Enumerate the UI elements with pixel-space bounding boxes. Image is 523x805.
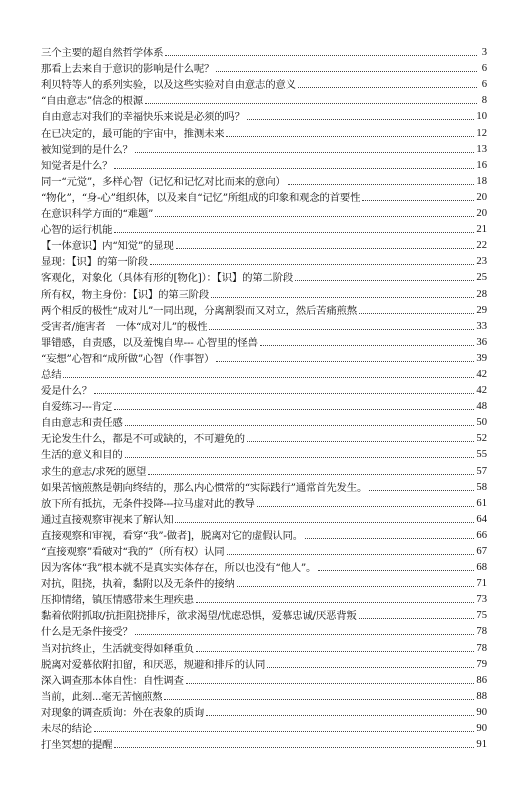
toc-dot-leader xyxy=(114,232,474,233)
toc-dot-leader xyxy=(176,248,475,249)
toc-entry[interactable] xyxy=(41,413,487,429)
toc-entry-title: 无论发生什么，都是不可或缺的，不可避免的 xyxy=(41,433,245,446)
toc-entry-title: 放下所有抵抗，无条件投降---拉马虚对此的教导 xyxy=(41,497,255,510)
toc-entry-title: 直接观察和审视，看穿“我”-做者]，脱离对它的虚假认同。 xyxy=(41,529,303,542)
toc-entry-page-number: 22 xyxy=(476,240,487,252)
toc-entry-page-number: 33 xyxy=(476,320,487,332)
toc-entry[interactable] xyxy=(41,606,487,622)
toc-dot-leader xyxy=(150,264,475,265)
toc-entry-page-number: 20 xyxy=(476,208,487,220)
toc-dot-leader xyxy=(226,136,474,137)
toc-entry-title: 压抑情绪，镇压情感带来生理疾患 xyxy=(41,594,194,607)
toc-entry-title: 在已决定的，最可能的宇宙中，推测未来 xyxy=(41,127,225,140)
toc-entry-page-number: 16 xyxy=(476,159,487,171)
toc-entry-title: 显现：【识】的第一阶段 xyxy=(41,256,148,269)
toc-entry[interactable] xyxy=(41,558,487,574)
toc-entry-page-number: 61 xyxy=(476,497,487,509)
toc-entry-title: 总结 xyxy=(41,368,62,381)
toc-dot-leader xyxy=(164,699,474,700)
toc-entry-page-number: 3 xyxy=(481,47,487,59)
toc-entry[interactable] xyxy=(41,268,487,284)
toc-entry-page-number: 66 xyxy=(476,529,487,541)
toc-entry[interactable] xyxy=(41,526,487,542)
toc-entry[interactable] xyxy=(41,349,487,365)
toc-dot-leader xyxy=(227,554,475,555)
toc-entry-page-number: 13 xyxy=(476,143,487,155)
toc-entry[interactable] xyxy=(41,671,487,687)
toc-dot-leader xyxy=(94,731,474,732)
toc-dot-leader xyxy=(247,119,475,120)
toc-dot-leader xyxy=(63,377,474,378)
toc-entry-title: 通过直接观察审视来了解认知 xyxy=(41,513,174,526)
toc-entry-title: 爱是什么？ xyxy=(41,385,92,398)
toc-entry-title: 黏着依附抓取/抗拒阻挠排斥，欲求渴望/忧虑恐惧，爱慕忠诚/厌恶背叛 xyxy=(41,610,357,623)
toc-entry-page-number: 64 xyxy=(476,513,487,525)
toc-dot-leader xyxy=(216,71,477,72)
toc-entry-page-number: 10 xyxy=(476,111,487,123)
toc-entry-page-number: 88 xyxy=(476,690,487,702)
toc-entry-title: 被知觉到的是什么？ xyxy=(41,143,133,156)
toc-entry-title: 因为客体“我”根本就不是真实实体存在，所以也没有“他人”。 xyxy=(41,562,317,575)
toc-dot-leader xyxy=(359,618,475,619)
toc-dot-leader xyxy=(114,168,474,169)
toc-entry[interactable] xyxy=(41,622,487,638)
toc-entry-page-number: 21 xyxy=(476,224,487,236)
toc-entry-page-number: 12 xyxy=(476,127,487,139)
toc-dot-leader xyxy=(125,425,475,426)
toc-entry[interactable] xyxy=(41,381,487,397)
toc-entry-page-number: 6 xyxy=(481,79,487,91)
toc-entry-page-number: 25 xyxy=(476,272,487,284)
toc-dot-leader xyxy=(135,152,475,153)
toc-entry-title: 当对抗终止，生活就变得如释重负 xyxy=(41,642,194,655)
toc-dot-leader xyxy=(305,538,474,539)
toc-entry-page-number: 42 xyxy=(476,368,487,380)
toc-entry-page-number: 52 xyxy=(476,433,487,445)
toc-entry[interactable] xyxy=(41,123,487,139)
toc-entry[interactable] xyxy=(41,91,487,107)
toc-entry-title: 心智的运行机能 xyxy=(41,224,113,237)
toc-entry[interactable] xyxy=(41,655,487,671)
toc-dot-leader xyxy=(196,651,475,652)
toc-entry-page-number: 18 xyxy=(476,175,487,187)
toc-entry-page-number: 23 xyxy=(476,256,487,268)
toc-entry-title: 客观化，对象化（具体有形的[物化]）：【识】的第二阶段 xyxy=(41,272,294,285)
toc-entry-title: 脱离对爱慕依附扣留，和厌恶，规避和排斥的认同 xyxy=(41,658,266,671)
toc-entry-page-number: 48 xyxy=(476,401,487,413)
toc-entry-page-number: 6 xyxy=(481,63,487,75)
toc-dot-leader xyxy=(148,474,474,475)
toc-entry-title: 对抗，阻挠，执着，黏附以及无条件的接纳 xyxy=(41,578,235,591)
toc-entry[interactable] xyxy=(41,140,487,156)
toc-entry[interactable] xyxy=(41,429,487,445)
toc-dot-leader xyxy=(196,602,475,603)
toc-entry-page-number: 91 xyxy=(476,739,487,751)
toc-entry-title: 三个主要的超自然哲学体系 xyxy=(41,47,164,60)
toc-entry[interactable] xyxy=(41,397,487,413)
toc-entry-title: 罪错感，自责感，以及羞愧自卑--- 心智里的怪兽 xyxy=(41,336,258,349)
toc-entry-page-number: 39 xyxy=(476,352,487,364)
toc-entry-page-number: 71 xyxy=(476,578,487,590)
toc-entry-title: 深入调查那本体自性：自性调查 xyxy=(41,674,184,687)
toc-dot-leader xyxy=(267,667,474,668)
toc-dot-leader xyxy=(114,409,474,410)
toc-entry[interactable] xyxy=(41,542,487,558)
toc-entry[interactable] xyxy=(41,43,487,59)
toc-entry-page-number: 68 xyxy=(476,562,487,574)
toc-entry[interactable] xyxy=(41,220,487,236)
toc-entry-title: 受害者/施害者 一体“成对儿”的极性 xyxy=(41,320,208,333)
toc-entry[interactable] xyxy=(41,574,487,590)
toc-entry-page-number: 20 xyxy=(476,191,487,203)
toc-entry-page-number: 78 xyxy=(476,642,487,654)
toc-entry-title: 对现象的调查质询：外在表象的质询 xyxy=(41,706,205,719)
toc-entry-title: 自爱练习---肯定 xyxy=(41,401,113,414)
toc-entry-page-number: 57 xyxy=(476,465,487,477)
toc-entry-title: 打坐冥想的提醒 xyxy=(41,739,113,752)
toc-entry-page-number: 90 xyxy=(476,723,487,735)
toc-dot-leader xyxy=(211,297,474,298)
toc-dot-leader xyxy=(257,506,475,507)
toc-entry-page-number: 75 xyxy=(476,610,487,622)
toc-dot-leader xyxy=(206,715,474,716)
toc-entry[interactable] xyxy=(41,204,487,220)
toc-dot-leader xyxy=(260,345,475,346)
toc-entry-title: 未尽的结论 xyxy=(41,723,92,736)
toc-dot-leader xyxy=(247,441,475,442)
toc-dot-leader xyxy=(94,393,474,394)
toc-entry-title: “物化”，“身-心”组织体，以及来自“记忆”所组成的印象和观念的首要性 xyxy=(41,191,361,204)
toc-entry-page-number: 67 xyxy=(476,546,487,557)
toc-entry[interactable] xyxy=(41,107,487,123)
toc-dot-leader xyxy=(165,55,477,56)
toc-entry-title: 所有权，物主身份：【识】的第三阶段 xyxy=(41,288,210,301)
toc-dot-leader xyxy=(216,361,474,362)
toc-entry[interactable] xyxy=(41,365,487,381)
toc-entry-page-number: 8 xyxy=(481,95,487,107)
toc-entry[interactable] xyxy=(41,461,487,477)
toc-dot-leader xyxy=(288,184,475,185)
toc-entry-title: 同一“元觉”，多样心智（记忆和记忆对比而来的意向） xyxy=(41,175,286,188)
toc-dot-leader xyxy=(175,522,474,523)
toc-entry[interactable] xyxy=(41,687,487,703)
toc-entry-title: 如果苦恼煎熬是朝向终结的，那么内心惯常的“实际践行”通常首先发生。 xyxy=(41,481,368,494)
toc-dot-leader xyxy=(298,87,477,88)
toc-entry-title: 自由意志和责任感 xyxy=(41,417,123,430)
toc-entry[interactable] xyxy=(41,590,487,606)
toc-entry-title: “自由意志”信念的根源 xyxy=(41,95,143,108)
toc-entry-page-number: 36 xyxy=(476,336,487,348)
toc-entry[interactable] xyxy=(41,301,487,317)
table-of-contents xyxy=(41,43,487,751)
toc-dot-leader xyxy=(359,313,474,314)
toc-entry-title: 两个相反的极性“成对儿”一同出现，分离割裂而又对立，然后苦痛煎熬 xyxy=(41,304,357,317)
toc-entry[interactable] xyxy=(41,719,487,735)
toc-entry-title: 求生的意志/求死的愿望 xyxy=(41,465,147,478)
toc-entry-page-number: 86 xyxy=(476,674,487,686)
toc-entry-title: “妄想”心智和“成所做”心智（作事智） xyxy=(41,352,215,365)
toc-entry-title: 自由意志对我们的幸福快乐来说是必须的吗？ xyxy=(41,111,245,124)
toc-entry[interactable] xyxy=(41,236,487,252)
toc-entry-page-number: 55 xyxy=(476,449,487,461)
toc-entry-page-number: 58 xyxy=(476,481,487,493)
toc-entry[interactable] xyxy=(41,284,487,300)
toc-entry-page-number: 28 xyxy=(476,288,487,300)
toc-entry[interactable] xyxy=(41,252,487,268)
toc-entry-page-number: 79 xyxy=(476,658,487,670)
toc-entry-page-number: 73 xyxy=(476,594,487,606)
toc-dot-leader xyxy=(155,216,474,217)
toc-entry-title: 生活的意义和目的 xyxy=(41,449,123,462)
toc-dot-leader xyxy=(369,490,474,491)
toc-entry-title: 在意识科学方面的“难题” xyxy=(41,208,154,221)
toc-entry[interactable] xyxy=(41,510,487,526)
toc-dot-leader xyxy=(125,457,475,458)
toc-entry-page-number: 29 xyxy=(476,304,487,316)
toc-entry[interactable] xyxy=(41,188,487,204)
toc-dot-leader xyxy=(237,586,475,587)
toc-entry-title: 【一体意识】内“知觉”的显现 xyxy=(41,240,174,253)
toc-entry-page-number: 90 xyxy=(476,706,487,718)
toc-entry[interactable] xyxy=(41,703,487,719)
toc-entry[interactable] xyxy=(41,494,487,510)
toc-dot-leader xyxy=(362,200,474,201)
toc-entry-title: 知觉者是什么？ xyxy=(41,159,113,172)
toc-dot-leader xyxy=(114,747,474,748)
toc-entry[interactable] xyxy=(41,59,487,75)
toc-entry[interactable] xyxy=(41,445,487,461)
toc-entry[interactable] xyxy=(41,333,487,349)
toc-entry[interactable] xyxy=(41,735,487,751)
toc-dot-leader xyxy=(295,280,474,281)
toc-dot-leader xyxy=(135,634,475,635)
toc-entry[interactable] xyxy=(41,317,487,333)
toc-dot-leader xyxy=(209,329,474,330)
toc-entry-title: 利贝特等人的系列实验，以及这些实验对自由意志的意义 xyxy=(41,79,296,92)
toc-dot-leader xyxy=(318,570,474,571)
toc-entry-page-number: 50 xyxy=(476,417,487,429)
toc-entry-title: “直接观察”看破对“我的”（所有权）认同 xyxy=(41,546,225,558)
toc-entry[interactable] xyxy=(41,172,487,188)
toc-entry[interactable] xyxy=(41,156,487,172)
toc-entry-page-number: 42 xyxy=(476,385,487,397)
toc-dot-leader xyxy=(186,683,475,684)
toc-entry[interactable] xyxy=(41,638,487,654)
toc-entry-title: 那看上去来自于意识的影响是什么呢？ xyxy=(41,63,215,76)
toc-entry-page-number: 78 xyxy=(476,626,487,638)
toc-entry[interactable] xyxy=(41,75,487,91)
toc-entry-title: 什么是无条件接受？ xyxy=(41,626,133,639)
toc-dot-leader xyxy=(145,103,477,104)
toc-entry-title: 当前，此刻...毫无苦恼煎熬 xyxy=(41,690,163,703)
toc-entry[interactable] xyxy=(41,478,487,494)
